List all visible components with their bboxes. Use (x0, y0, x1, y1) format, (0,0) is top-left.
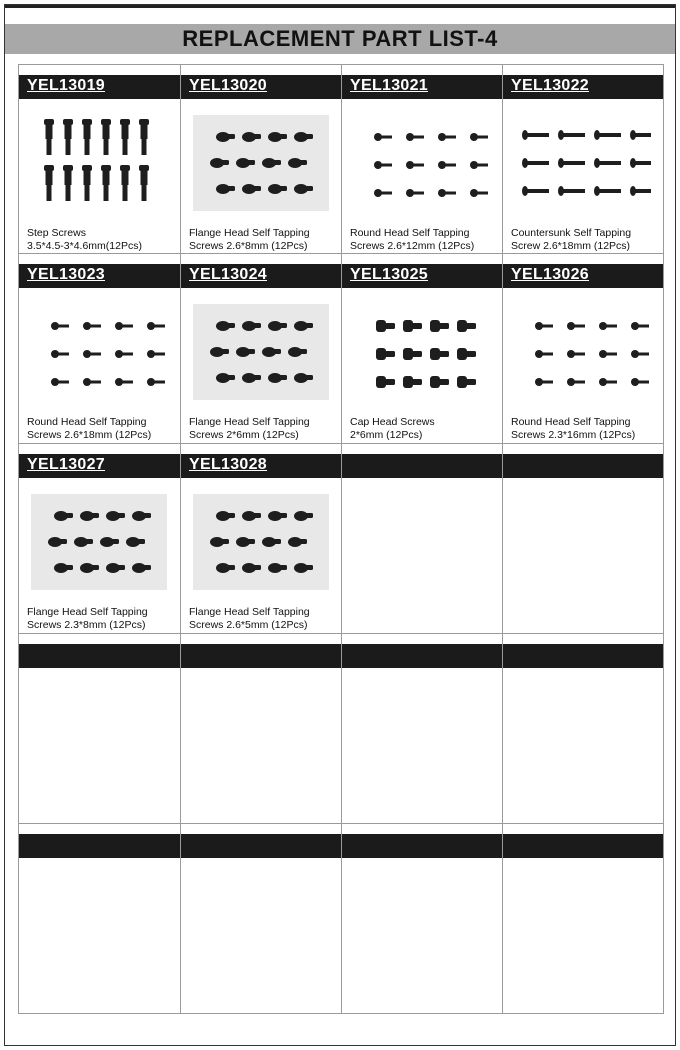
part-description: Step Screws 3.5*4.5-3*4.6mm(12Pcs) (27, 227, 142, 252)
part-cell (341, 254, 502, 443)
part-description: Flange Head Self Tapping Screws 2.6*5mm (12Pcs) (189, 606, 310, 631)
part-cell (19, 824, 180, 1013)
part-code: YEL13021 (350, 77, 429, 94)
part-cell (341, 824, 502, 1013)
round-head-screws-icon (31, 304, 167, 400)
round-head-screws-icon (354, 115, 490, 211)
screw-illustration (515, 304, 651, 400)
part-description: Round Head Self Tapping Screws 2.6*12mm (12Pcs) (350, 227, 475, 252)
part-cell (180, 254, 341, 443)
parts-row (18, 824, 664, 1014)
part-cell (502, 824, 663, 1013)
screw-illustration (193, 494, 329, 590)
part-cell (19, 634, 180, 823)
part-code: YEL13028 (189, 456, 268, 473)
screw-illustration (193, 115, 329, 211)
part-code: YEL13019 (27, 77, 106, 94)
flange-head-screws-icon (193, 494, 329, 590)
part-code: YEL13023 (27, 266, 106, 283)
parts-grid (18, 64, 664, 1014)
part-code: YEL13025 (350, 266, 429, 283)
flange-head-screws-icon (31, 494, 167, 590)
round-head-screws-icon (515, 304, 651, 400)
part-code: YEL13026 (511, 266, 590, 283)
part-description: Round Head Self Tapping Screws 2.3*16mm (12Pcs) (511, 416, 636, 441)
screw-illustration (31, 304, 167, 400)
part-cell (19, 444, 180, 633)
part-code: YEL13022 (511, 77, 590, 94)
part-cell (502, 65, 663, 254)
part-cell (180, 65, 341, 254)
part-code: YEL13027 (27, 456, 106, 473)
parts-row (18, 634, 664, 824)
part-description: Cap Head Screws 2*6mm (12Pcs) (350, 416, 435, 441)
flange-head-screws-icon (193, 115, 329, 211)
parts-row (18, 254, 664, 444)
screw-illustration (31, 494, 167, 590)
part-description: Flange Head Self Tapping Screws 2*6mm (12Pcs) (189, 416, 310, 441)
part-cell (180, 444, 341, 633)
parts-row (18, 64, 664, 254)
part-description: Countersunk Self Tapping Screw 2.6*18mm (12Pcs) (511, 227, 632, 252)
cap-head-screws-icon (354, 304, 490, 400)
part-cell (502, 254, 663, 443)
part-cell (19, 254, 180, 443)
part-cell (19, 65, 180, 254)
part-cell (180, 824, 341, 1013)
part-description: Flange Head Self Tapping Screws 2.6*8mm (12Pcs) (189, 227, 310, 252)
part-code: YEL13020 (189, 77, 268, 94)
step-screws-icon (31, 115, 167, 211)
page-title: REPLACEMENT PART LIST-4 (182, 26, 498, 51)
flange-head-screws-icon (193, 304, 329, 400)
part-cell (502, 634, 663, 823)
countersunk-screws-icon (515, 115, 651, 211)
part-cell (341, 634, 502, 823)
screw-illustration (193, 304, 329, 400)
screw-illustration (354, 115, 490, 211)
part-cell (502, 444, 663, 633)
screw-illustration (515, 115, 651, 211)
parts-row (18, 444, 664, 634)
title-band (5, 24, 675, 54)
part-code: YEL13024 (189, 266, 268, 283)
part-description: Round Head Self Tapping Screws 2.6*18mm (12Pcs) (27, 416, 152, 441)
part-cell (341, 65, 502, 254)
part-description: Flange Head Self Tapping Screws 2.3*8mm (12Pcs) (27, 606, 148, 631)
screw-illustration (354, 304, 490, 400)
part-cell (180, 634, 341, 823)
screw-illustration (31, 115, 167, 211)
part-cell (341, 444, 502, 633)
